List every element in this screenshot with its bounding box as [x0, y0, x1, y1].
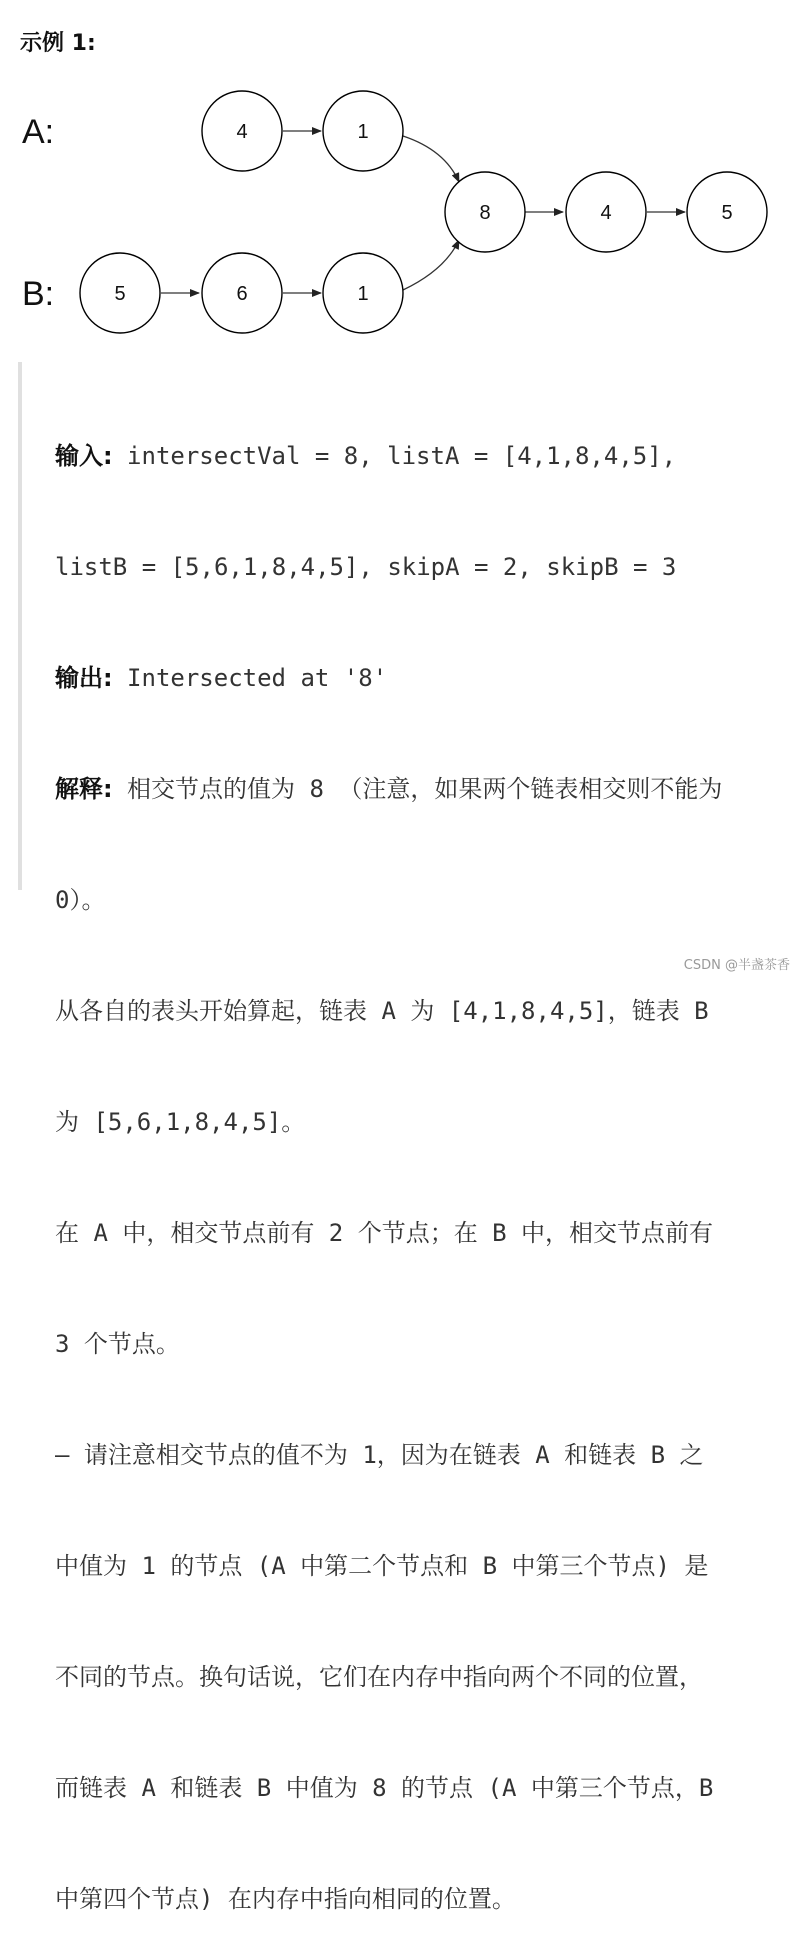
explain-line-1: [55, 771, 790, 808]
input-line-1: [55, 438, 790, 475]
output-label: 输出:: [55, 664, 113, 692]
node-shared1-value: 8: [479, 202, 491, 224]
output-line: [55, 660, 790, 697]
input-label: 输入:: [55, 442, 113, 470]
explanation-text: [55, 364, 790, 1958]
node-b1-value: 5: [114, 283, 126, 305]
explain-line-3: 从各自的表头开始算起，链表 A 为 [4,1,8,4,5]，链表 B: [55, 997, 709, 1025]
explain-line-7: — 请注意相交节点的值不为 1，因为在链表 A 和链表 B 之: [55, 1441, 704, 1469]
edge-a2-shared: [403, 136, 459, 182]
explain-text-1: 相交节点的值为 8 （注意，如果两个链表相交则不能为: [112, 775, 723, 803]
node-a2-value: 1: [357, 121, 369, 143]
csdn-watermark: CSDN @半盏茶香: [683, 958, 790, 973]
input-line-2: listB = [5,6,1,8,4,5], skipA = 2, skipB = 3: [55, 553, 677, 581]
explain-line-8: 中值为 1 的节点 (A 中第二个节点和 B 中第三个节点) 是: [55, 1552, 709, 1580]
node-shared3-value: 5: [721, 202, 733, 224]
explain-line-4: 为 [5,6,1,8,4,5]。: [55, 1108, 306, 1136]
explain-line-2: 0）。: [55, 886, 106, 914]
node-b3-value: 1: [357, 283, 369, 305]
example-heading: 示例 1:: [20, 31, 96, 56]
explain-line-5: 在 A 中，相交节点前有 2 个节点；在 B 中，相交节点前有: [55, 1219, 714, 1247]
linked-list-svg: [0, 70, 802, 350]
edge-b3-shared: [403, 240, 459, 290]
linked-list-diagram: [0, 70, 802, 350]
explain-line-9: 不同的节点。换句话说，它们在内存中指向两个不同的位置，: [55, 1663, 703, 1691]
explain-line-11: 中第四个节点) 在内存中指向相同的位置。: [55, 1885, 516, 1913]
explain-line-10: 而链表 A 和链表 B 中值为 8 的节点 (A 中第三个节点，B: [55, 1774, 714, 1802]
node-b2-value: 6: [236, 283, 248, 305]
input-value-part1: intersectVal = 8, listA = [4,1,8,4,5],: [112, 442, 677, 470]
node-shared2-value: 4: [600, 202, 612, 224]
list-b-label: B:: [22, 275, 55, 313]
explain-label: 解释:: [55, 775, 113, 803]
node-a1-value: 4: [236, 121, 248, 143]
list-a-label: A:: [22, 113, 55, 151]
explain-line-6: 3 个节点。: [55, 1330, 180, 1358]
output-value: Intersected at '8': [112, 664, 388, 692]
